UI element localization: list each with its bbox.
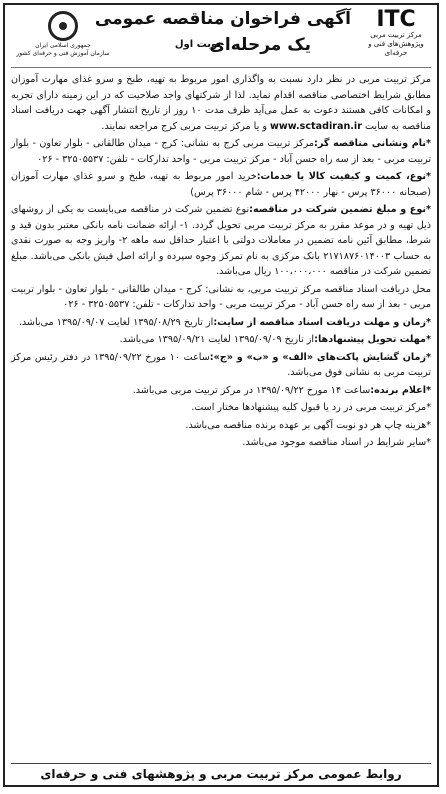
tender-notice: [11, 9, 431, 781]
website-link[interactable]: www.sctadiran.ir: [270, 120, 362, 132]
emblem-caption-2: سازمان آموزش فنی و حرفه‌ای کشور: [16, 50, 110, 57]
intro-text: مرکز تربیت مربی در نظر دارد نسبت به واگذاری امور مربوط به تهیه، طبخ و سرو غذای مهارت آموزان مطابق شرایط اختصاصی مناقصه اقدام نماید. لذا از شرکتهای واجد صلاحیت که در این زمینه دارای تجربه و امکانات کافی هستند دعوت به عمل می‌آید ظرف مدت ۱۰ روز از تاریخ انتشار آگهی جهت دریافت اسناد مناقصه به سایت: [11, 74, 431, 132]
logo-subtitle-2: وپژوهش‌های فنی و حرفه‌ای: [368, 40, 424, 57]
intro-paragraph: [11, 72, 431, 134]
section-text: از تاریخ ۱۳۹۵/۰۸/۲۹ لغایت ۱۳۹۵/۰۹/۰۷ می‌باشد.: [18, 316, 214, 328]
section-title: *نوع، کمیت و کیفیت کالا یا خدمات:: [256, 171, 431, 182]
section-other: [11, 435, 431, 451]
footer-signature: روابط عمومی مرکز تربیت مربی و پژوهشهای فنی و حرفه‌ای: [11, 763, 431, 781]
section-opening-time: [11, 350, 431, 381]
section-winner: [11, 383, 431, 399]
emblem-caption: [11, 42, 115, 58]
page-title: آگهی فراخوان مناقصه عمومی: [94, 9, 351, 29]
section-title: *زمان و مهلت دریافت اسناد مناقصه از سایت:: [213, 316, 431, 328]
section-title: *مهلت تحویل پیشنهادها:: [314, 334, 431, 345]
section-document-location: [11, 282, 431, 313]
section-text: ساعت ۱۰ مورخ ۱۳۹۵/۰۹/۲۲ در دفتر رئیس مرکز تربیت مربی به نشانی فوق می‌باشد.: [11, 351, 431, 378]
section-text: *مرکز تربیت مربی در رد یا قبول کلیه پیشنهادها مختار است.: [191, 402, 431, 413]
section-title: *زمان گشایش پاکت‌های «الف» و «ب» و «ج»:: [209, 351, 432, 363]
section-title: *نام ونشانی مناقصه گر:: [314, 138, 431, 149]
itc-logo: [361, 9, 431, 58]
notice-frame: [3, 3, 439, 787]
section-text: *سایر شرایط در اسناد مناقصه موجود می‌باشد.: [242, 437, 431, 448]
section-tenderer: [11, 136, 431, 167]
emblem-icon: [48, 11, 78, 41]
section-document-deadline: [11, 315, 431, 331]
section-text: *هزینه چاپ هر دو نوبت آگهی بر عهده برنده مناقصه می‌باشد.: [185, 419, 431, 431]
section-title: *نوع و مبلغ تضمین شرکت در مناقصه:: [249, 204, 431, 215]
section-cost: [11, 418, 431, 434]
notice-body: [11, 72, 431, 451]
section-guarantee: [11, 202, 431, 280]
round-label: نوبت اول: [174, 39, 221, 50]
intro-end: و یا مرکز تربیت مربی کرج مراجعه نمایند.: [101, 120, 267, 132]
section-text: مرکز تربیت مربی کرج به نشانی: کرج - میدان طالقانی - بلوار تعاون - بلوار تربیت مربی - بعد از سه راه حسن آباد - مرکز تربیت مربی - واحد تدارکات - تلفن: ۳۲۵۰۵۵۳۷ - ۰۲۶: [11, 138, 431, 165]
logo-text: ITC: [376, 7, 416, 32]
section-text: از تاریخ ۱۳۹۵/۰۹/۰۹ لغایت ۱۳۹۵/۰۹/۲۱ می‌باشد.: [119, 334, 315, 345]
section-rights: [11, 400, 431, 416]
organization-emblem: [11, 9, 115, 65]
section-text: محل دریافت اسناد مناقصه مرکز تربیت مربی، به نشانی: کرج - میدان طالقانی - بلوار تعاون - بلوار تربیت مربی - بعد از سه راه حسن آباد - مرکز تربیت مربی - واحد تدارکات - تلفن: ۳۲۵۰۵۵۳۷ - ۰۲۶: [11, 283, 431, 310]
section-text: نوع تضمین شرکت در مناقصه می‌بایست به یکی از روشهای ذیل تهیه و در موعد مقرر به مرکز تربیت مربی تحویل گردد. ۱- ارائه ضمانت نامه بانکی معتبر بدون قید و شرط، مطابق آئین نامه تضمین در معاملات دولتی با اعتبار حداقل سه ماهه ۲- واریز وجه به صورت نقدی به حساب ۲۱۷۱۸۷۶۰۱۴۰۰۳ بانک مرکزی به نام تمرکز وجوه سپرده و ارائه اصل فیش بانکی می‌باشد. مبلغ تضمین شرکت در مناقصه ۱۰۰،۰۰۰،۰۰۰ ریال می‌باشد.: [11, 204, 432, 277]
section-title: *اعلام برنده:: [370, 384, 431, 396]
section-goods: [11, 169, 431, 200]
emblem-caption-1: جمهوری اسلامی ایران: [35, 42, 91, 49]
header: [11, 9, 431, 68]
section-text: خرید امور مربوط به تهیه، طبخ و سرو غذای مهارت آموزان (صبحانه ۳۶۰۰۰ پرس - نهار ۴۲۰۰۰ پرس - شام ۳۶۰۰۰ پرس): [11, 171, 431, 198]
section-submission-deadline: [11, 332, 431, 348]
logo-subtitle-1: مرکز تربیت مربی: [370, 31, 422, 39]
page-subtitle: یک مرحله‌ای: [209, 35, 311, 55]
section-text: ساعت ۱۴ مورخ ۱۳۹۵/۰۹/۲۲ در مرکز تربیت مربی می‌باشد.: [132, 384, 371, 396]
